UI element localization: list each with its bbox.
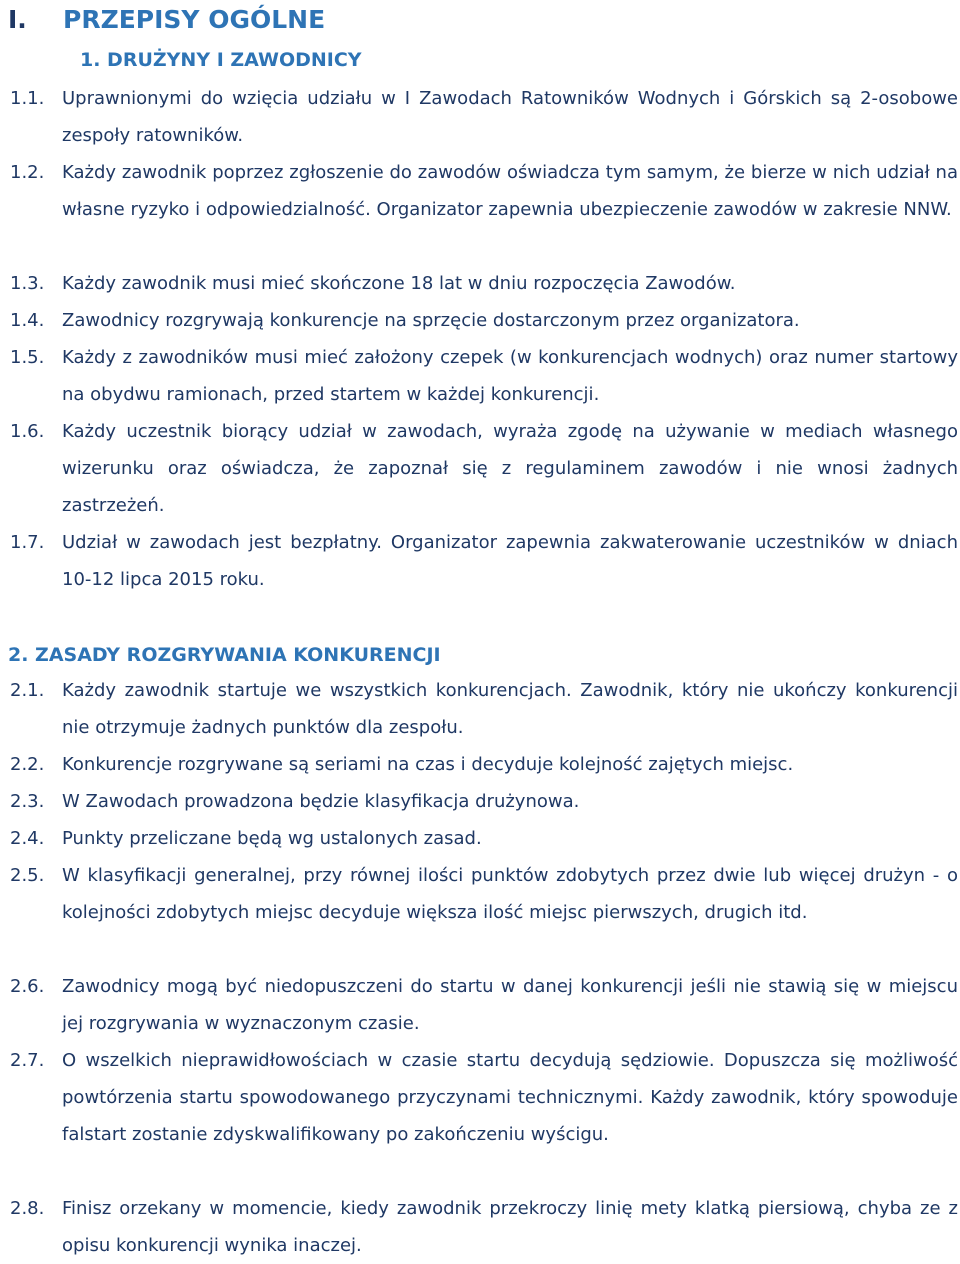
item-number: 2.8. xyxy=(10,1198,45,1219)
item-number: 2.2. xyxy=(10,754,45,775)
item-number: 2.1. xyxy=(10,680,45,701)
list-item xyxy=(10,672,958,746)
list-item xyxy=(10,857,958,931)
list-item xyxy=(10,968,958,1042)
item-text: Każdy z zawodników musi mieć założony czepek (w konkurencjach wodnych) oraz numer startowy na obydwu ramionach, przed startem w każdej konkurencji. xyxy=(62,347,958,405)
item-number: 1.4. xyxy=(10,310,45,331)
section-1-heading: 1. DRUŻYNY I ZAWODNICY xyxy=(80,49,362,71)
item-text: Konkurencje rozgrywane są seriami na czas i decyduje kolejność zajętych miejsc. xyxy=(62,754,794,775)
item-number: 1.3. xyxy=(10,273,45,294)
chapter-title: PRZEPISY OGÓLNE xyxy=(63,5,326,34)
item-number: 2.3. xyxy=(10,791,45,812)
item-text: Każdy zawodnik poprzez zgłoszenie do zawodów oświadcza tym samym, że bierze w nich udział na własne ryzyko i odpowiedzialność. Organizator zapewnia ubezpieczenie zawodów w zakresie NNW. xyxy=(62,162,958,220)
item-text: O wszelkich nieprawidłowościach w czasie startu decydują sędziowie. Dopuszcza się możliwość powtórzenia startu spowodowanego przyczynami technicznymi. Każdy zawodnik, który spowoduje falstart zostanie zdyskwalifikowany po zakończeniu wyścigu. xyxy=(62,1050,958,1145)
item-text: W klasyfikacji generalnej, przy równej ilości punktów zdobytych przez dwie lub więcej drużyn - o kolejności zdobytych miejsc decyduje większa ilość miejsc pierwszych, drugich itd. xyxy=(62,865,958,923)
list-item xyxy=(10,413,958,524)
item-number: 2.4. xyxy=(10,828,45,849)
item-text: Udział w zawodach jest bezpłatny. Organizator zapewnia zakwaterowanie uczestników w dniach 10-12 lipca 2015 roku. xyxy=(62,532,958,590)
list-item xyxy=(10,1042,958,1153)
item-text: Punkty przeliczane będą wg ustalonych zasad. xyxy=(62,828,482,849)
item-number: 1.1. xyxy=(10,88,45,109)
section-2-heading: 2. ZASADY ROZGRYWANIA KONKURENCJI xyxy=(8,644,441,666)
item-text: Każdy zawodnik startuje we wszystkich konkurencjach. Zawodnik, który nie ukończy konkurencji nie otrzymuje żadnych punktów dla zespołu. xyxy=(62,680,958,738)
item-text: Każdy uczestnik biorący udział w zawodach, wyraża zgodę na używanie w mediach własnego wizerunku oraz oświadcza, że zapoznał się z regulaminem zawodów i nie wnosi żadnych zastrzeżeń. xyxy=(62,421,958,516)
item-text: Finisz orzekany w momencie, kiedy zawodnik przekroczy linię mety klatką piersiową, chyba ze z opisu konkurencji wynika inaczej. xyxy=(62,1198,958,1256)
list-item xyxy=(10,1190,958,1264)
list-item xyxy=(10,154,958,228)
item-text: Każdy zawodnik musi mieć skończone 18 lat w dniu rozpoczęcia Zawodów. xyxy=(62,273,736,294)
item-number: 2.7. xyxy=(10,1050,45,1071)
chapter-number: I. xyxy=(8,5,27,34)
item-text: Zawodnicy rozgrywają konkurencje na sprzęcie dostarczonym przez organizatora. xyxy=(62,310,800,331)
list-item xyxy=(10,783,958,820)
item-number: 1.6. xyxy=(10,421,45,442)
chapter-heading xyxy=(8,4,325,36)
list-item xyxy=(10,339,958,413)
item-text: Zawodnicy mogą być niedopuszczeni do startu w danej konkurencji jeśli nie stawią się w miejscu jej rozgrywania w wyznaczonym czasie. xyxy=(62,976,958,1034)
list-item xyxy=(10,820,958,857)
list-item xyxy=(10,302,958,339)
list-item xyxy=(10,746,958,783)
item-number: 1.5. xyxy=(10,347,45,368)
item-text: W Zawodach prowadzona będzie klasyfikacja drużynowa. xyxy=(62,791,580,812)
list-item xyxy=(10,80,958,154)
item-number: 1.2. xyxy=(10,162,45,183)
item-number: 2.5. xyxy=(10,865,45,886)
item-number: 1.7. xyxy=(10,532,45,553)
list-item xyxy=(10,524,958,598)
item-text: Uprawnionymi do wzięcia udziału w I Zawodach Ratowników Wodnych i Górskich są 2-osobowe zespoły ratowników. xyxy=(62,88,958,146)
list-item xyxy=(10,265,958,302)
item-number: 2.6. xyxy=(10,976,45,997)
